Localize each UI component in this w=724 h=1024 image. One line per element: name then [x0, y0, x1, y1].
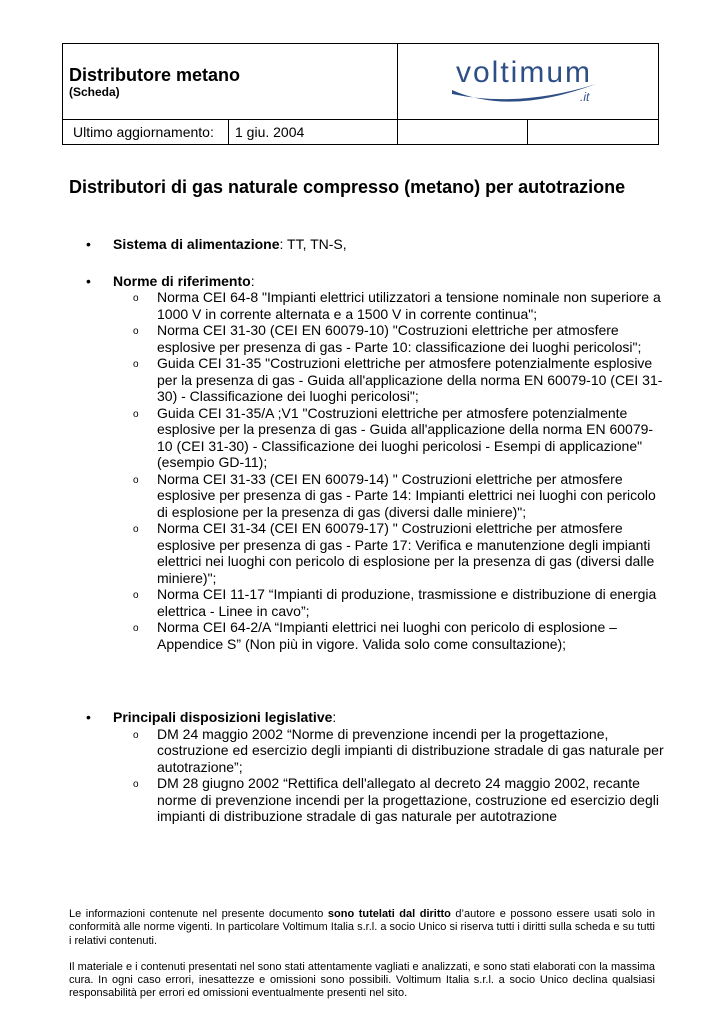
copyright-bold: sono tutelati dal diritto [327, 908, 451, 920]
document-title: Distributore metano [69, 64, 241, 85]
document-subtitle: (Scheda) [69, 84, 120, 99]
list-item: o Norma CEI 64-2/A “Impianti elettrici nei luoghi con pericolo di esplosione – Appendice S” (Non più in vigore. Valida solo come consultazione); [157, 619, 666, 652]
header-table [62, 43, 658, 143]
list-item: o Norma CEI 31-30 (CEI EN 60079-10) "Costruzioni elettriche per atmosfere esplosive per presenza di gas - Parte 10: classificazione dei luoghi pericolosi"; [157, 322, 666, 355]
list-item: o DM 24 maggio 2002 “Norme di prevenzione incendi per la progettazione, costruzione ed esercizio degli impianti di distribuzione stradale di gas naturale per autotrazione”; [157, 726, 666, 776]
section-text: : [332, 709, 337, 725]
list-item: o Norma CEI 31-34 (CEI EN 60079-17) " Costruzioni elettriche per atmosfere esplosive per presenza di gas - Parte 17: Verifica e manutenzione degli impianti elettrici nei luoghi con pericolo di esplosione per la presenza di gas (diversi dalle miniere)"; [157, 520, 666, 586]
norme-list [113, 289, 666, 652]
page-heading: Distributori di gas naturale compresso (metano) per autotrazione [69, 177, 626, 197]
legislative-list [113, 726, 666, 825]
copyright-paragraph [69, 908, 655, 948]
list-item: o Guida CEI 31-35 "Costruzioni elettriche per atmosfere potenzialmente esplosive per la presenza di gas - Guida all'applicazione della norma EN 60079-10 (CEI 31-30) - Classificazione dei luoghi pericolosi"; [157, 355, 666, 405]
voltimum-logo [398, 44, 658, 119]
section-item [86, 273, 666, 653]
section-item [86, 236, 666, 253]
disclaimer-paragraph: Il materiale e i contenuti presentati nel sono stati attentamente vagliati e analizzati, e sono stati elaborati con la massima cura. In ogni caso errori, inesattezze e omissioni sono possibili. Voltimum Italia s.r.l. a socio Unico declina qualsiasi responsabilità per errori ed omissioni eventualmente presenti nel sito. [69, 960, 655, 1000]
title-cell [63, 44, 398, 120]
list-item: o Norma CEI 11-17 “Impianti di produzione, trasmissione e distribuzione di energia elettrica - Linee in cavo”; [157, 586, 666, 619]
section-item [86, 709, 666, 825]
list-item: o DM 28 giugno 2002 “Rettifica dell'allegato al decreto 24 maggio 2002, recante norme di prevenzione incendi per la progettazione, costruzione ed esercizio degli impianti di distribuzione stradale di gas naturale per autotrazione [157, 775, 666, 825]
section-text: : [250, 272, 255, 289]
list-item: o Guida CEI 31-35/A ;V1 "Costruzioni elettriche per atmosfere potenzialmente esplosive per la presenza di gas - Guida all'applicazione della norma EN 60079-10 (CEI 31-30) - Classificazione dei luoghi pericolosi - Esempi di applicazione" (esempio GD-11); [157, 405, 666, 471]
section-label: Norme di riferimento [113, 272, 251, 289]
empty-cell [528, 120, 659, 145]
list-item: o Norma CEI 31-33 (CEI EN 60079-14) " Costruzioni elettriche per atmosfere esplosive per presenza di gas - Parte 14: Impianti elettrici nei luoghi con pericolo di esplosione per la presenza di gas (diversi dalle miniere)"; [157, 471, 666, 521]
section-list [86, 236, 666, 825]
section-text: : TT, TN-S, [279, 236, 347, 252]
copyright-text: Le informazioni contenute nel presente documento [69, 908, 328, 920]
section-label: Sistema di alimentazione [113, 236, 280, 252]
copyright-text-rest: d’autore e possono essere usati solo in conformità alle norme vigenti. In particolare Voltimum Italia s.r.l. a socio Unico si riserva tutti i diritti sulla scheda e su tutti i relativi contenuti. [69, 908, 656, 947]
footer-notice [69, 908, 655, 1014]
empty-cell [398, 120, 528, 145]
list-item: o Norma CEI 64-8 "Impianti elettrici utilizzatori a tensione nominale non superiore a 1000 V in corrente alternata e a 1500 V in corrente continua"; [157, 289, 666, 322]
content [86, 236, 666, 825]
section-label: Principali disposizioni legislative [113, 709, 333, 725]
logo-suffix: .it [580, 90, 590, 104]
update-value: 1 giu. 2004 [229, 120, 398, 145]
logo-cell [398, 44, 659, 120]
logo-word: voltimum [456, 56, 593, 89]
logo-swoosh-icon [450, 80, 600, 110]
update-label: Ultimo aggiornamento: [63, 120, 229, 145]
